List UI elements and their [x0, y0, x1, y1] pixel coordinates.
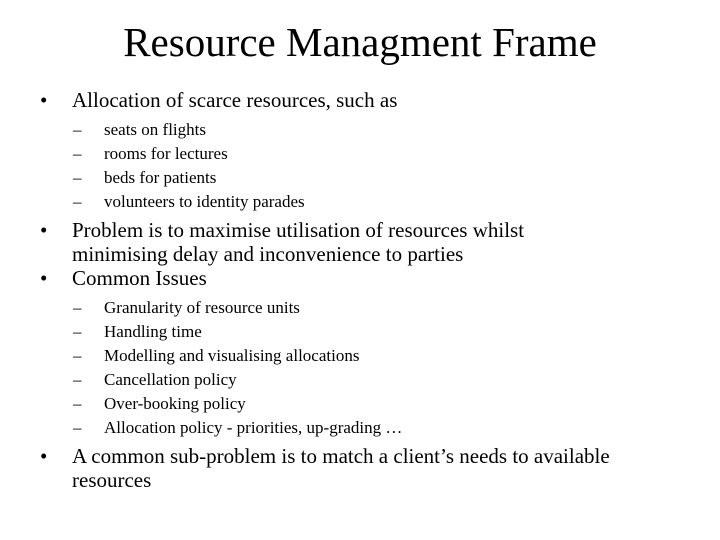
- sub-point: [0, 320, 720, 344]
- sub-list-common-issues: [0, 296, 720, 440]
- sub-point: [0, 166, 720, 190]
- dash-icon: –: [73, 370, 82, 389]
- slide-body: [0, 88, 720, 492]
- sub-point: [0, 416, 720, 440]
- sub-point-text: Modelling and visualising allocations: [104, 346, 360, 365]
- bullet-icon: •: [40, 218, 48, 242]
- dash-icon: –: [73, 394, 82, 413]
- dash-icon: –: [73, 168, 82, 187]
- sub-point-text: seats on flights: [104, 120, 206, 139]
- sub-point: [0, 296, 720, 320]
- dash-icon: –: [73, 120, 82, 139]
- dash-icon: –: [73, 322, 82, 341]
- sub-point: [0, 344, 720, 368]
- sub-point-text: Granularity of resource units: [104, 298, 300, 317]
- sub-point-text: rooms for lectures: [104, 144, 228, 163]
- bullet-icon: •: [40, 88, 48, 112]
- bullet-text: Allocation of scarce resources, such as: [72, 88, 398, 112]
- dash-icon: –: [73, 192, 82, 211]
- dash-icon: –: [73, 144, 82, 163]
- bullet-text-line: minimising delay and inconvenience to parties: [72, 242, 464, 266]
- bullet-text-line: A common sub-problem is to match a client’s needs to available: [72, 444, 610, 468]
- dash-icon: –: [73, 298, 82, 317]
- bullet-icon: •: [40, 444, 48, 468]
- sub-point: [0, 118, 720, 142]
- sub-point: [0, 392, 720, 416]
- bullet-point-sub-problem: [0, 444, 720, 492]
- dash-icon: –: [73, 346, 82, 365]
- sub-point-text: Over-booking policy: [104, 394, 246, 413]
- sub-point-text: volunteers to identity parades: [104, 192, 305, 211]
- bullet-text: Common Issues: [72, 266, 207, 290]
- slide-title: Resource Managment Frame: [123, 19, 597, 65]
- bullet-text-line: resources: [72, 468, 152, 492]
- bullet-point-allocation: [0, 88, 720, 112]
- sub-point: [0, 368, 720, 392]
- sub-point-text: Cancellation policy: [104, 370, 237, 389]
- sub-point-text: Allocation policy - priorities, up-grading …: [104, 418, 403, 437]
- sub-list-allocation: [0, 118, 720, 214]
- sub-point: [0, 190, 720, 214]
- sub-point-text: Handling time: [104, 322, 202, 341]
- sub-point: [0, 142, 720, 166]
- bullet-point-problem: [0, 218, 720, 266]
- dash-icon: –: [73, 418, 82, 437]
- sub-point-text: beds for patients: [104, 168, 217, 187]
- bullet-icon: •: [40, 266, 48, 290]
- bullet-point-common-issues: [0, 266, 720, 290]
- bullet-text-line: Problem is to maximise utilisation of resources whilst: [72, 218, 525, 242]
